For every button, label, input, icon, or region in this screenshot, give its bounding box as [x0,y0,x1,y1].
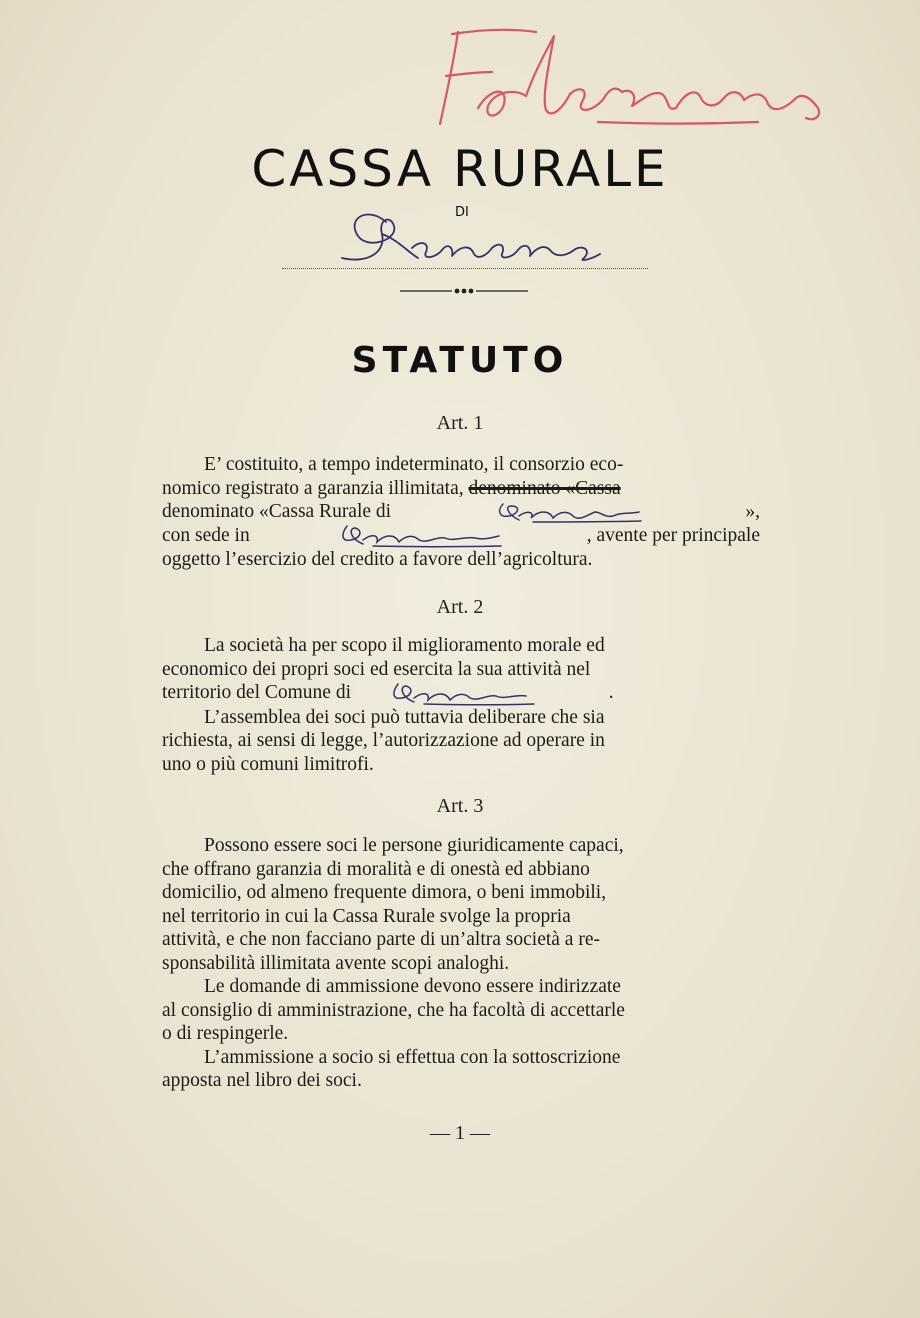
article-3-line: Le domande di ammissione devono essere indirizzate [204,976,621,997]
article-1-line-text: nomico registrato a garanzia illimitata, [162,477,464,499]
article-3-line: che offrano garanzia di moralità e di onestà ed abbiano [162,858,590,880]
divider-ornament [400,284,528,298]
article-3-line: apposta nel libro dei soci. [162,1070,362,1091]
article-2-line-text: territorio del Comune di [162,682,352,703]
article-3-text [162,834,760,1093]
article-3-line: attività, e che non facciano parte di un’altra società a re- [162,929,600,950]
article-1-line [162,500,760,524]
article-1-text [162,453,760,572]
article-2-line: richiesta, ai sensi di legge, l’autorizzazione ad operare in [162,730,605,752]
article-1-line-text: denominato «Cassa Rurale di [162,501,392,522]
article-1-line: oggetto l’esercizio del credito a favore dell’agricoltura. [162,549,593,570]
article-3-line: sponsabilità illimitata avente scopi analoghi. [162,952,510,974]
article-3-line: domicilio, od almeno frequente dimora, o beni immobili, [162,882,607,903]
article-1-line-text: con sede in [162,525,250,546]
article-2-line: L’assemblea dei soci può tuttavia deliberare che sia [204,706,605,728]
article-2-line [162,681,760,706]
article-1-line-text: , avente per principale [586,525,760,546]
article-3-line: nel territorio in cui la Cassa Rurale svolge la propria [162,905,571,927]
handwritten-name [384,682,554,706]
article-3-line: Possono essere soci le persone giuridicamente capaci, [204,835,624,856]
article-2-line: economico dei propri soci ed esercita la sua attività nel [162,658,591,680]
article-3-line: o di respingerle. [162,1023,289,1044]
article-1-line [162,524,760,548]
article-2-line: La società ha per scopo il miglioramento morale ed [204,635,605,656]
article-1-line [162,477,760,501]
handwritten-town-name [338,200,608,272]
handwritten-red-annotation [418,28,828,138]
dotted-rule [282,268,648,269]
article-2-line: uno o più comuni limitrofi. [162,753,374,775]
handwritten-name [493,500,643,524]
article-2-line-text: . [608,682,614,703]
article-2-label: Art. 2 [436,596,484,618]
page-number: — 1 — [430,1122,490,1144]
document-title: CASSA RURALE [251,140,669,198]
article-3-label: Art. 3 [436,795,484,817]
title-di: DI [455,205,469,220]
article-3-line: L’ammissione a socio si effettua con la sottoscrizione [204,1046,621,1068]
article-1-label: Art. 1 [436,412,484,434]
article-1-line-text: », [745,501,760,522]
article-3-line: al consiglio di amministrazione, che ha facoltà di accettarle [162,999,625,1021]
article-2-text [162,634,760,776]
struck-text: denominato «Cassa [468,477,621,499]
statute-heading: STATUTO [351,340,569,381]
article-1-line: E’ costituito, a tempo indeterminato, il consorzio eco- [204,454,624,475]
handwritten-name [333,524,503,548]
